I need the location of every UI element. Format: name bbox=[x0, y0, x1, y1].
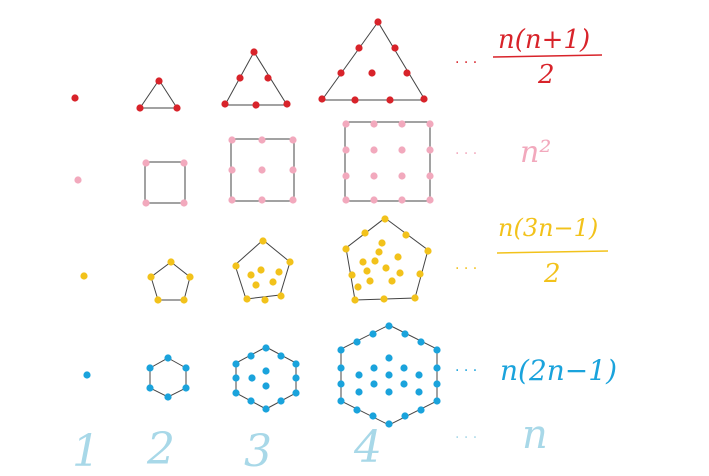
square-dot bbox=[342, 196, 349, 203]
hexagonal-dot bbox=[400, 364, 407, 371]
square-dot bbox=[289, 166, 296, 173]
hexagon-outline-2 bbox=[150, 358, 186, 397]
triangular-dot bbox=[420, 95, 427, 102]
square-dot bbox=[228, 166, 235, 173]
pentagonal-dot bbox=[186, 273, 193, 280]
hexagonal-dot bbox=[146, 384, 153, 391]
square-dot bbox=[142, 159, 149, 166]
hexagonal-dot bbox=[370, 380, 377, 387]
triangular-dot bbox=[236, 74, 243, 81]
index-ellipsis: · · · bbox=[455, 430, 478, 446]
pentagonal-dot bbox=[396, 269, 403, 276]
index-label-1: 1 bbox=[72, 426, 100, 476]
square-dot bbox=[398, 120, 405, 127]
hexagon-outline-3 bbox=[236, 347, 296, 409]
triangular-dot bbox=[391, 44, 398, 51]
hexagonal-ellipsis: · · · bbox=[455, 363, 478, 379]
square-dot bbox=[370, 120, 377, 127]
square-dot bbox=[426, 172, 433, 179]
hexagonal-dot bbox=[277, 352, 284, 359]
square-dot bbox=[180, 199, 187, 206]
pentagonal-dot bbox=[154, 296, 161, 303]
triangular-dot bbox=[71, 94, 78, 101]
square-dot bbox=[370, 146, 377, 153]
hexagonal-dot bbox=[355, 371, 362, 378]
triangular-dot bbox=[403, 69, 410, 76]
hexagonal-dot bbox=[337, 397, 344, 404]
pentagonal-dot bbox=[363, 267, 370, 274]
pentagon-outline-2 bbox=[151, 262, 190, 300]
index-label-3: 3 bbox=[244, 426, 272, 476]
pentagonal-ellipsis: · · · bbox=[455, 261, 478, 277]
pentagonal-dot bbox=[257, 266, 264, 273]
triangular-dot bbox=[337, 69, 344, 76]
square-dot bbox=[426, 146, 433, 153]
square-dots bbox=[74, 120, 433, 206]
hexagonal-dot bbox=[355, 388, 362, 395]
hexagonal-dot bbox=[433, 364, 440, 371]
square-dot bbox=[258, 166, 265, 173]
hexagonal-dot bbox=[182, 364, 189, 371]
hexagonal-dot bbox=[262, 367, 269, 374]
hexagonal-dot bbox=[417, 338, 424, 345]
triangular-dot bbox=[250, 48, 257, 55]
square-dot bbox=[228, 196, 235, 203]
square-outline-4 bbox=[345, 122, 430, 201]
triangular-dot bbox=[355, 44, 362, 51]
hexagonal-dot bbox=[337, 380, 344, 387]
pentagonal-dot bbox=[277, 292, 284, 299]
pentagonal-dot bbox=[259, 237, 266, 244]
hexagonal-dot bbox=[262, 382, 269, 389]
pentagonal-dot bbox=[252, 281, 259, 288]
pentagonal-dot bbox=[286, 258, 293, 265]
pentagonal-dot bbox=[243, 295, 250, 302]
hexagonal-dot bbox=[232, 360, 239, 367]
triangular-dot bbox=[221, 100, 228, 107]
pentagonal-dot bbox=[361, 229, 368, 236]
pentagonal-dot bbox=[424, 247, 431, 254]
hexagonal-dot bbox=[385, 322, 392, 329]
hexagonal-dot bbox=[164, 354, 171, 361]
hexagonal-dot bbox=[337, 364, 344, 371]
square-dot bbox=[398, 146, 405, 153]
hexagonal-dot bbox=[401, 412, 408, 419]
hexagonal-dot bbox=[232, 389, 239, 396]
hexagonal-dot bbox=[385, 354, 392, 361]
square-formula: n² bbox=[520, 135, 552, 170]
hexagonal-dot bbox=[369, 330, 376, 337]
hexagonal-dot bbox=[353, 406, 360, 413]
pentagonal-dot bbox=[275, 268, 282, 275]
hexagonal-dot bbox=[146, 364, 153, 371]
square-dot bbox=[426, 196, 433, 203]
hexagonal-dot bbox=[385, 420, 392, 427]
hexagonal-dot bbox=[353, 338, 360, 345]
triangular-dot bbox=[374, 18, 381, 25]
pentagonal-dot bbox=[359, 258, 366, 265]
hexagonal-dot bbox=[292, 360, 299, 367]
pentagonal-dot bbox=[411, 294, 418, 301]
square-row bbox=[74, 120, 551, 206]
triangular-ellipsis: · · · bbox=[455, 55, 478, 71]
triangular-dot bbox=[368, 69, 375, 76]
hexagonal-dot bbox=[247, 352, 254, 359]
index-label-4: 4 bbox=[354, 422, 382, 473]
square-dot bbox=[370, 196, 377, 203]
pentagonal-formula-denominator: 2 bbox=[544, 259, 561, 289]
pentagonal-dot bbox=[348, 271, 355, 278]
pentagonal-dot bbox=[382, 264, 389, 271]
hexagonal-dot bbox=[232, 374, 239, 381]
square-dot bbox=[398, 172, 405, 179]
hexagonal-dot bbox=[83, 371, 90, 378]
hexagonal-dot bbox=[415, 388, 422, 395]
square-dot bbox=[180, 159, 187, 166]
triangular-dots bbox=[71, 18, 427, 111]
square-dot bbox=[74, 176, 81, 183]
pentagonal-dot bbox=[147, 273, 154, 280]
pentagonal-dot bbox=[269, 278, 276, 285]
triangular-dot bbox=[264, 74, 271, 81]
hexagonal-dot bbox=[247, 397, 254, 404]
triangular-row bbox=[71, 18, 602, 111]
hexagonal-dot bbox=[400, 380, 407, 387]
hexagonal-dot bbox=[262, 344, 269, 351]
pentagonal-dot bbox=[388, 277, 395, 284]
pentagonal-dot bbox=[366, 277, 373, 284]
triangle-outline-4 bbox=[322, 22, 425, 100]
pentagonal-dots bbox=[80, 215, 431, 303]
hexagonal-dot bbox=[262, 405, 269, 412]
hexagonal-formula: n(2n−1) bbox=[500, 354, 618, 387]
hexagonal-dot bbox=[277, 397, 284, 404]
triangular-formula-numerator: n(n+1) bbox=[498, 25, 591, 55]
pentagonal-dot bbox=[232, 262, 239, 269]
pentagonal-dot bbox=[416, 270, 423, 277]
hexagonal-dot bbox=[385, 371, 392, 378]
square-dot bbox=[228, 136, 235, 143]
square-dot bbox=[426, 120, 433, 127]
hexagonal-dot bbox=[433, 397, 440, 404]
pentagonal-dot bbox=[247, 271, 254, 278]
triangular-dot bbox=[283, 100, 290, 107]
hexagonal-dot bbox=[415, 371, 422, 378]
pentagonal-row bbox=[80, 214, 608, 304]
hexagonal-dot bbox=[433, 346, 440, 353]
triangular-dot bbox=[136, 104, 143, 111]
pentagonal-dot bbox=[167, 258, 174, 265]
pentagonal-dot bbox=[381, 215, 388, 222]
pentagonal-dot bbox=[180, 296, 187, 303]
pentagonal-dot bbox=[261, 296, 268, 303]
triangle-outline-3 bbox=[225, 52, 287, 105]
index-variable-n: n bbox=[522, 412, 548, 458]
hexagonal-dot bbox=[292, 389, 299, 396]
triangular-dot bbox=[252, 101, 259, 108]
square-dot bbox=[342, 120, 349, 127]
square-dot bbox=[342, 172, 349, 179]
pentagonal-dot bbox=[354, 283, 361, 290]
hexagonal-dot bbox=[248, 374, 255, 381]
square-dot bbox=[258, 196, 265, 203]
pentagonal-dot bbox=[394, 253, 401, 260]
triangular-dot bbox=[386, 96, 393, 103]
square-dot bbox=[370, 172, 377, 179]
square-dot bbox=[142, 199, 149, 206]
index-label-2: 2 bbox=[147, 424, 175, 475]
pentagonal-dot bbox=[351, 296, 358, 303]
index-labels bbox=[72, 412, 548, 476]
pentagonal-dot bbox=[80, 272, 87, 279]
pentagonal-dot bbox=[342, 245, 349, 252]
hexagonal-dot bbox=[292, 374, 299, 381]
pentagonal-fraction-bar bbox=[497, 251, 608, 253]
hexagonal-dot bbox=[369, 412, 376, 419]
pentagonal-dot bbox=[371, 257, 378, 264]
square-ellipsis: · · · bbox=[455, 146, 478, 162]
triangular-dot bbox=[318, 95, 325, 102]
hexagonal-dot bbox=[370, 364, 377, 371]
hexagonal-dot bbox=[182, 384, 189, 391]
triangular-dot bbox=[351, 96, 358, 103]
square-dot bbox=[342, 146, 349, 153]
hexagonal-dot bbox=[401, 330, 408, 337]
square-dot bbox=[289, 196, 296, 203]
hexagonal-dot bbox=[164, 393, 171, 400]
triangular-dot bbox=[173, 104, 180, 111]
triangular-fraction-bar bbox=[493, 55, 602, 57]
hexagonal-dot bbox=[433, 380, 440, 387]
square-outline-2 bbox=[145, 162, 185, 203]
hexagonal-dot bbox=[417, 406, 424, 413]
pentagonal-dot bbox=[375, 248, 382, 255]
square-dot bbox=[289, 136, 296, 143]
pentagonal-formula-numerator: n(3n−1) bbox=[498, 214, 599, 242]
pentagonal-dot bbox=[380, 295, 387, 302]
square-dot bbox=[258, 136, 265, 143]
pentagonal-dot bbox=[402, 231, 409, 238]
hexagonal-dot bbox=[385, 388, 392, 395]
triangular-dot bbox=[155, 77, 162, 84]
pentagonal-dot bbox=[378, 239, 385, 246]
triangular-formula-denominator: 2 bbox=[538, 60, 555, 90]
hexagonal-dot bbox=[337, 346, 344, 353]
square-dot bbox=[398, 196, 405, 203]
hexagonal-dots bbox=[83, 322, 440, 427]
